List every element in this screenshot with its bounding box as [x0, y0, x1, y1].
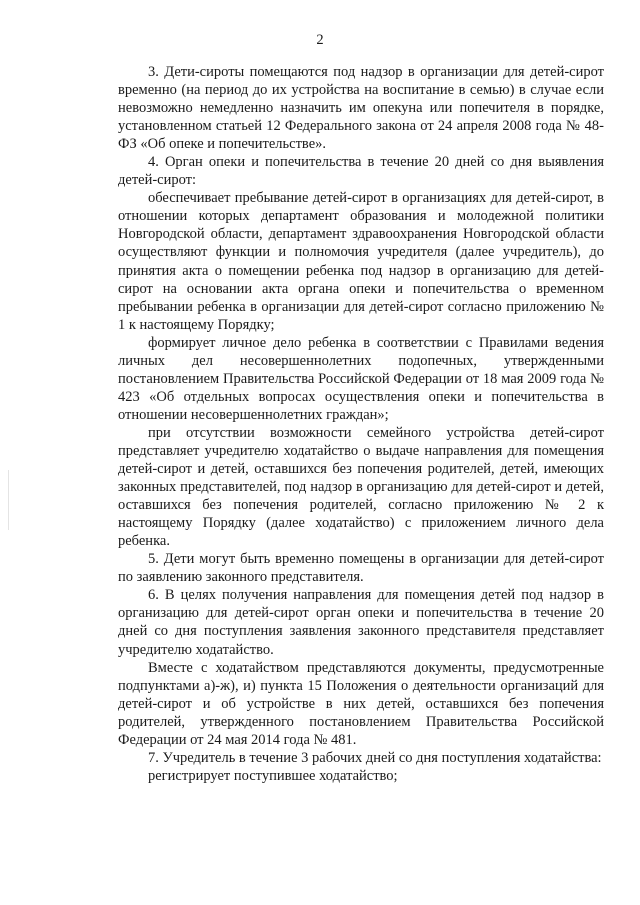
paragraph-item-5: 5. Дети могут быть временно помещены в организации для детей-сирот по заявлению законного представителя.	[118, 551, 604, 586]
paragraph-item-4: 4. Орган опеки и попечительства в течение 20 дней со дня выявления детей-сирот:	[118, 154, 604, 189]
document-body	[118, 63, 604, 785]
paragraph-provides-stay: обеспечивает пребывание детей-сирот в организациях для детей-сирот, в отношении которых департамент образования и молодежной политики Новгородской области, департамент здравоохранения Новгородской области осуществляют функции и полномочия учредителя (далее учредитель), до принятия акта о помещении ребенка под надзор в организацию для детей-сирот на основании акта органа опеки и попечительства о временном пребывании ребенка в организации для детей-сирот согласно приложению № 1 к настоящему Порядку;	[118, 190, 604, 333]
paragraph-submits-petition: при отсутствии возможности семейного устройства детей-сирот представляет учредителю ходатайство о выдаче направления для помещения детей-сирот и детей, оставшихся без попечения родителей, детей, имеющих законных представителей, под надзор в организацию для детей-сирот и детей, оставшихся без попечения родителей, согласно приложению № 2 к настоящему Порядку (далее ходатайство) с приложением личного дела ребенка.	[118, 424, 604, 550]
paragraph-registers-petition: регистрирует поступившее ходатайство;	[148, 767, 398, 784]
paragraph-item-3: 3. Дети-сироты помещаются под надзор в организации для детей-сирот временно (на период до их устройства на воспитание в семью) в случае если невозможно немедленно назначить им опекуна или попечителя в порядке, установленном статьей 12 Федерального закона от 24 апреля 2008 года № 48-ФЗ «Об опеке и попечительстве».	[118, 64, 604, 153]
paragraph-item-7: 7. Учредитель в течение 3 рабочих дней со дня поступления ходатайства:	[148, 749, 602, 766]
paragraph-item-6: 6. В целях получения направления для помещения детей под надзор в организацию для детей-сирот орган опеки и попечительства в течение 20 дней со дня поступления заявления законного представителя представляет учредителю ходатайство.	[118, 587, 604, 658]
paragraph-documents-list: Вместе с ходатайством представляются документы, предусмотренные подпунктами а)-ж), и) пункта 15 Положения о деятельности организаций для детей-сирот и об устройстве в них детей, оставшихся без попечения родителей, утвержденного постановлением Правительства Российской Федерации от 24 мая 2014 года № 481.	[118, 659, 604, 748]
page-number: 2	[316, 32, 324, 48]
paragraph-forms-personal-file: формирует личное дело ребенка в соответствии с Правилами ведения личных дел несовершеннолетних подопечных, утвержденными постановлением Правительства Российской Федерации от 18 мая 2009 года № 423 «Об отдельных вопросах осуществления опеки и попечительства в отношении несовершеннолетних граждан»;	[118, 334, 604, 423]
scan-margin-mark	[8, 470, 9, 530]
